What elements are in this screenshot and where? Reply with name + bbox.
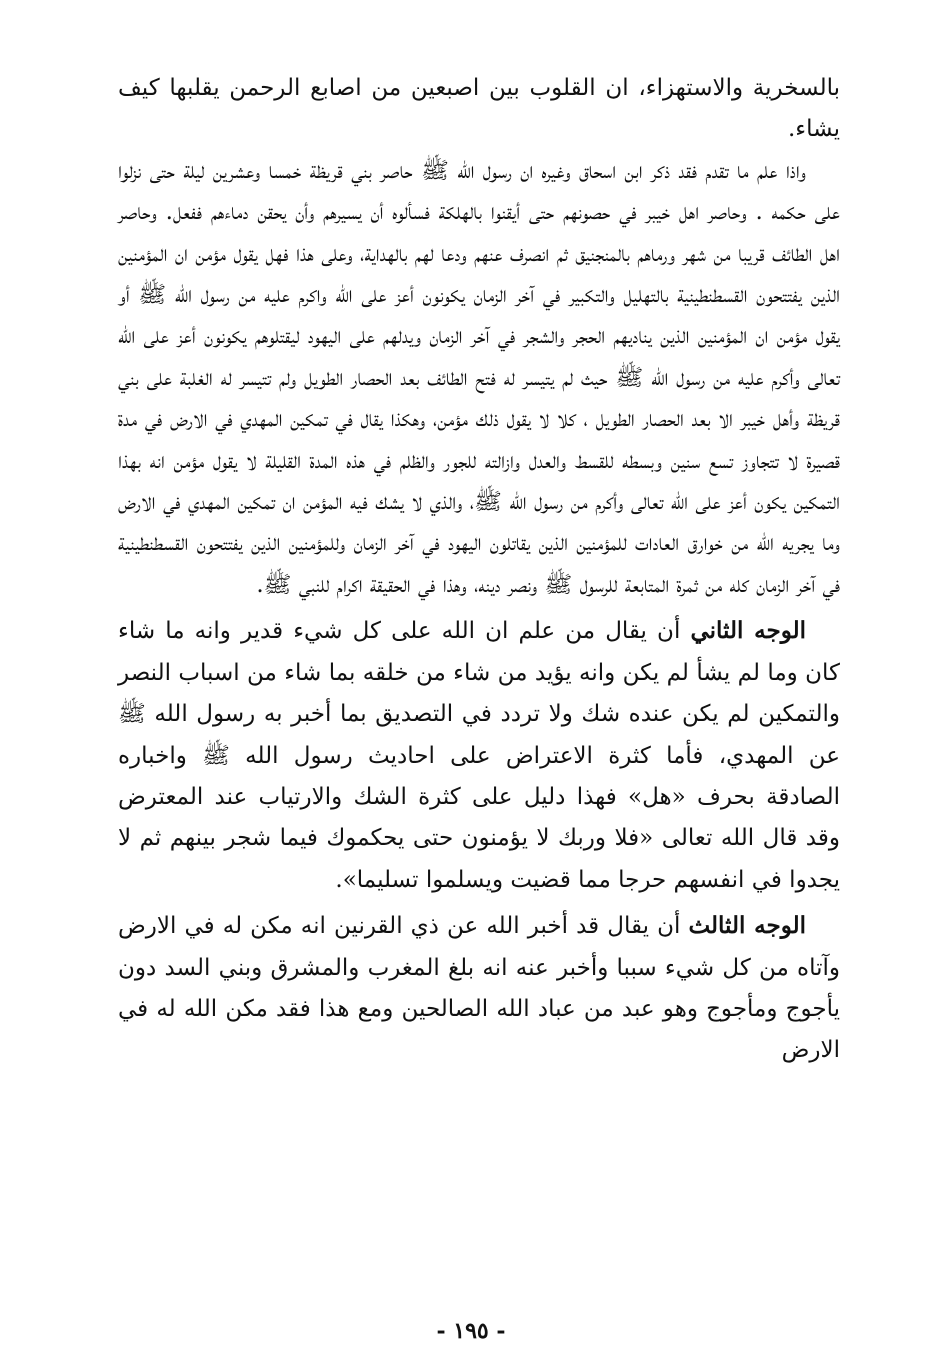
section-heading-second: الوجه الثاني [690, 617, 806, 645]
paragraph-3-text: أن يقال من علم ان الله على كل شيء قدير وانه ما شاء كان وما لم يشأ لم يكن وانه يؤيد من شاء من خلقه بما شاء من اسباب النصر والتمكين لم يكن عنده شك ولا تردد في التصديق بما أخبر به رسول الله ﷺ عن المهدي، فأما كثرة الاعتراض على احاديث رسول الله ﷺ واخباره الصادقة بحرف «هل» فهذا دليل على كثرة الشك والارتياب عند المعترض وقد قال الله تعالى «فلا وربك لا يؤمنون حتى يحكموك فيما شجر بينهم ثم لا يجدوا في انفسهم حرجا مما قضيت ويسلموا تسليما». [118, 618, 840, 893]
page-number: - ١٩٥ - [436, 1318, 506, 1344]
paragraph-2 [118, 151, 840, 606]
paragraph-1 [118, 68, 840, 151]
body-text [118, 68, 840, 1072]
paragraph-1-text: بالسخرية والاستهزاء، ان القلوب بين اصبعين من اصابع الرحمن يقلبها كيف يشاء. [118, 75, 840, 143]
section-heading-third: الوجه الثالث [688, 912, 807, 940]
paragraph-4-text: أن يقال قد أخبر الله عن ذي القرنين انه مكن له في الارض وآتاه من كل شيء سببا وأخبر عنه انه بلغ المغرب والمشرق وبني السد دون يأجوج ومأجوج وهو عبد من عباد الله الصالحين ومع هذا فقد مكن الله له في الارض [118, 913, 840, 1064]
paragraph-4 [118, 905, 840, 1072]
paragraph-3 [118, 610, 840, 901]
paragraph-2-text: واذا علم ما تقدم فقد ذكر ابن اسحاق وغيره ان رسول الله ﷺ حاصر بني قريظة خمسا وعشرين ليلة حتى نزلوا على حكمه . وحاصر اهل خيبر في حصونهم حتى أيقنوا بالهلكة فسألوه أن يسيرهم وأن يحقن دماءهم ففعل. وحاصر اهل الطائف قريبا من شهر ورماهم بالمنجنيق ثم انصرف عنهم ودعا لهم بالهداية، وعلى هذا فهل يقول مؤمن ان المؤمنين الذين يفتتحون القسطنطينية بالتهليل والتكبير في آخر الزمان يكونون أعز على الله واكرم عليه من رسول الله ﷺ أو يقول مؤمن ان المؤمنين الذين يناديهم الحجر والشجر في آخر الزمان ويدلهم على اليهود ليقتلوهم يكونون أعز على الله تعالى وأكرم عليه من رسول الله ﷺ حيث لم يتيسر له فتح الطائف بعد الحصار الطويل ولم تتيسر له الغلبة على بني قريظة وأهل خيبر الا بعد الحصار الطويل ، كلا لا يقول ذلك مؤمن، وهكذا يقال في تمكين المهدي في الارض في مدة قصيرة لا تتجاوز تسع سنين وبسطه للقسط والعدل وازالته للجور والظلم في هذه المدة القليلة لا يقول مؤمن انه بهذا التمكين يكون أعز على الله تعالى وأكرم من رسول الله ﷺ، والذي لا يشك فيه المؤمن ان تمكين المهدي في الارض وما يجريه الله من خوارق العادات للمؤمنين الذين يقاتلون اليهود في آخر الزمان وللمؤمنين الذين يفتتحون القسطنطينية في آخر الزمان كله من ثمرة المتابعة للرسول ﷺ ونصر دينه، وهذا في الحقيقة اكرام للنبي ﷺ. [118, 157, 840, 598]
